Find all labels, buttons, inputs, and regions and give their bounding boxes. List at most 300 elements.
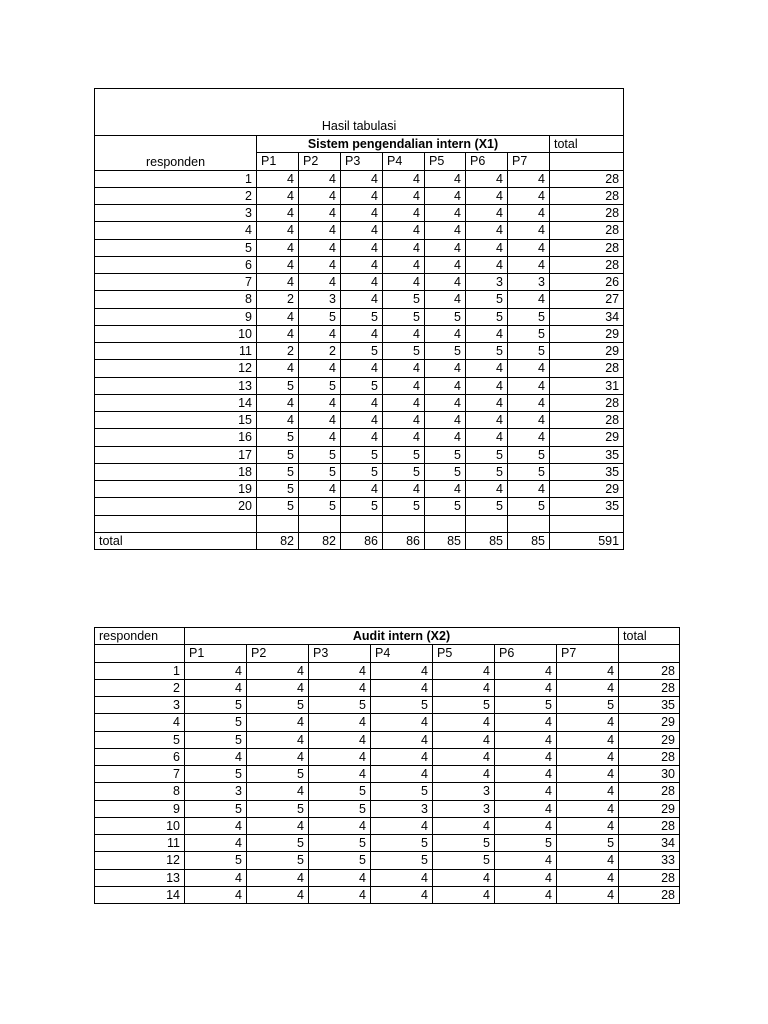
empty-cell — [550, 153, 624, 170]
row-total: 28 — [550, 222, 624, 239]
respondent-id: 3 — [95, 205, 257, 222]
respondent-id: 11 — [95, 835, 185, 852]
score-cell: 4 — [433, 817, 495, 834]
score-cell: 4 — [495, 714, 557, 731]
score-cell: 4 — [433, 731, 495, 748]
respondent-id: 8 — [95, 783, 185, 800]
score-cell: 5 — [383, 308, 425, 325]
table-row — [95, 394, 624, 411]
score-cell: 4 — [257, 274, 299, 291]
score-cell: 5 — [247, 697, 309, 714]
empty-cell — [257, 515, 299, 532]
x2-tabulation-table — [94, 627, 680, 904]
respondent-header: responden — [95, 136, 257, 171]
score-cell: 5 — [299, 498, 341, 515]
score-cell: 4 — [557, 817, 619, 834]
column-header: P6 — [495, 645, 557, 662]
table-row — [95, 239, 624, 256]
score-cell: 4 — [299, 170, 341, 187]
respondent-id: 1 — [95, 170, 257, 187]
score-cell: 5 — [299, 446, 341, 463]
row-total: 35 — [550, 446, 624, 463]
score-cell: 4 — [495, 766, 557, 783]
table-row — [95, 731, 680, 748]
score-cell: 4 — [185, 662, 247, 679]
score-cell: 4 — [495, 662, 557, 679]
score-cell: 5 — [466, 291, 508, 308]
score-cell: 4 — [383, 394, 425, 411]
score-cell: 5 — [247, 800, 309, 817]
table-row — [95, 256, 624, 273]
score-cell: 5 — [495, 835, 557, 852]
score-cell: 5 — [341, 377, 383, 394]
score-cell: 4 — [257, 412, 299, 429]
score-cell: 4 — [508, 394, 550, 411]
score-cell: 3 — [185, 783, 247, 800]
score-cell: 5 — [299, 308, 341, 325]
respondent-id: 6 — [95, 256, 257, 273]
score-cell: 4 — [433, 714, 495, 731]
score-cell: 4 — [247, 731, 309, 748]
respondent-id: 14 — [95, 394, 257, 411]
score-cell: 4 — [371, 662, 433, 679]
score-cell: 2 — [299, 343, 341, 360]
score-cell: 3 — [433, 800, 495, 817]
table-row — [95, 498, 624, 515]
score-cell: 5 — [257, 463, 299, 480]
row-total: 28 — [619, 869, 680, 886]
score-cell: 5 — [383, 463, 425, 480]
respondent-id: 12 — [95, 360, 257, 377]
score-cell: 4 — [425, 481, 466, 498]
score-cell: 4 — [383, 222, 425, 239]
score-cell: 4 — [247, 869, 309, 886]
score-cell: 4 — [371, 869, 433, 886]
totals-row — [95, 532, 624, 549]
score-cell: 4 — [257, 170, 299, 187]
score-cell: 4 — [433, 766, 495, 783]
score-cell: 4 — [371, 817, 433, 834]
score-cell: 4 — [425, 187, 466, 204]
score-cell: 4 — [383, 187, 425, 204]
row-total: 26 — [550, 274, 624, 291]
score-cell: 5 — [341, 463, 383, 480]
score-cell: 4 — [425, 360, 466, 377]
row-total: 28 — [619, 886, 680, 903]
empty-cell — [466, 515, 508, 532]
score-cell: 5 — [466, 308, 508, 325]
score-cell: 4 — [247, 886, 309, 903]
score-cell: 4 — [508, 412, 550, 429]
score-cell: 5 — [495, 697, 557, 714]
respondent-id: 7 — [95, 766, 185, 783]
row-total: 27 — [550, 291, 624, 308]
row-total: 28 — [619, 662, 680, 679]
score-cell: 5 — [508, 446, 550, 463]
score-cell: 4 — [383, 429, 425, 446]
score-cell: 5 — [309, 852, 371, 869]
respondent-id: 10 — [95, 817, 185, 834]
table-row — [95, 412, 624, 429]
score-cell: 4 — [309, 817, 371, 834]
score-cell: 4 — [495, 817, 557, 834]
score-cell: 5 — [257, 446, 299, 463]
score-cell: 3 — [433, 783, 495, 800]
table-row — [95, 679, 680, 696]
score-cell: 4 — [257, 205, 299, 222]
score-cell: 5 — [466, 343, 508, 360]
score-cell: 4 — [508, 481, 550, 498]
score-cell: 5 — [185, 766, 247, 783]
score-cell: 4 — [257, 222, 299, 239]
empty-cell — [508, 515, 550, 532]
column-total: 86 — [383, 532, 425, 549]
caption-row — [95, 89, 624, 136]
score-cell: 5 — [257, 429, 299, 446]
row-total: 28 — [619, 679, 680, 696]
score-cell: 4 — [557, 800, 619, 817]
respondent-id: 9 — [95, 308, 257, 325]
score-cell: 4 — [371, 714, 433, 731]
respondent-header: responden — [95, 628, 185, 645]
respondent-id: 10 — [95, 325, 257, 342]
row-total: 28 — [550, 394, 624, 411]
score-cell: 5 — [557, 835, 619, 852]
score-cell: 4 — [383, 239, 425, 256]
score-cell: 4 — [299, 187, 341, 204]
score-cell: 5 — [257, 377, 299, 394]
respondent-id: 5 — [95, 239, 257, 256]
table-row — [95, 429, 624, 446]
column-total: 85 — [466, 532, 508, 549]
score-cell: 4 — [257, 187, 299, 204]
score-cell: 4 — [557, 714, 619, 731]
score-cell: 5 — [299, 463, 341, 480]
score-cell: 5 — [508, 498, 550, 515]
table-row — [95, 377, 624, 394]
score-cell: 4 — [495, 852, 557, 869]
score-cell: 5 — [425, 463, 466, 480]
score-cell: 4 — [185, 869, 247, 886]
score-cell: 4 — [299, 222, 341, 239]
respondent-id: 3 — [95, 697, 185, 714]
score-cell: 4 — [309, 869, 371, 886]
score-cell: 4 — [383, 325, 425, 342]
column-header: P4 — [383, 153, 425, 170]
score-cell: 4 — [257, 325, 299, 342]
score-cell: 4 — [508, 170, 550, 187]
score-cell: 4 — [508, 256, 550, 273]
score-cell: 5 — [185, 697, 247, 714]
score-cell: 5 — [309, 835, 371, 852]
score-cell: 4 — [341, 291, 383, 308]
score-cell: 4 — [425, 239, 466, 256]
score-cell: 4 — [299, 239, 341, 256]
score-cell: 4 — [185, 835, 247, 852]
column-header: P7 — [508, 153, 550, 170]
group-header-row — [95, 136, 624, 153]
score-cell: 4 — [495, 748, 557, 765]
score-cell: 4 — [508, 239, 550, 256]
score-cell: 4 — [508, 291, 550, 308]
column-header: P3 — [341, 153, 383, 170]
respondent-id: 14 — [95, 886, 185, 903]
score-cell: 4 — [341, 481, 383, 498]
score-cell: 5 — [299, 377, 341, 394]
score-cell: 5 — [508, 463, 550, 480]
score-cell: 3 — [299, 291, 341, 308]
score-cell: 4 — [383, 360, 425, 377]
score-cell: 4 — [433, 748, 495, 765]
score-cell: 5 — [508, 325, 550, 342]
row-total: 28 — [619, 783, 680, 800]
table-row — [95, 481, 624, 498]
row-total: 33 — [619, 852, 680, 869]
score-cell: 5 — [371, 852, 433, 869]
score-cell: 4 — [371, 679, 433, 696]
score-cell: 4 — [257, 239, 299, 256]
score-cell: 5 — [425, 308, 466, 325]
score-cell: 4 — [309, 679, 371, 696]
table-row — [95, 360, 624, 377]
table-row — [95, 187, 624, 204]
column-header: P1 — [257, 153, 299, 170]
score-cell: 4 — [247, 679, 309, 696]
score-cell: 4 — [557, 748, 619, 765]
column-header: P4 — [371, 645, 433, 662]
score-cell: 4 — [383, 256, 425, 273]
score-cell: 4 — [371, 766, 433, 783]
row-total: 34 — [619, 835, 680, 852]
score-cell: 4 — [185, 886, 247, 903]
table-row — [95, 869, 680, 886]
row-total: 34 — [550, 308, 624, 325]
score-cell: 4 — [247, 662, 309, 679]
respondent-id: 2 — [95, 679, 185, 696]
score-cell: 5 — [341, 446, 383, 463]
respondent-id: 15 — [95, 412, 257, 429]
table-row — [95, 852, 680, 869]
table-row — [95, 662, 680, 679]
score-cell: 5 — [508, 308, 550, 325]
totals-label: total — [95, 532, 257, 549]
score-cell: 5 — [247, 835, 309, 852]
row-total: 30 — [619, 766, 680, 783]
score-cell: 4 — [371, 886, 433, 903]
row-total: 28 — [550, 205, 624, 222]
score-cell: 4 — [508, 205, 550, 222]
score-cell: 4 — [247, 748, 309, 765]
score-cell: 4 — [341, 274, 383, 291]
score-cell: 4 — [557, 869, 619, 886]
score-cell: 4 — [341, 360, 383, 377]
respondent-id: 4 — [95, 714, 185, 731]
respondent-id: 8 — [95, 291, 257, 308]
score-cell: 4 — [425, 325, 466, 342]
score-cell: 4 — [309, 886, 371, 903]
score-cell: 5 — [341, 343, 383, 360]
column-total: 82 — [299, 532, 341, 549]
score-cell: 4 — [299, 412, 341, 429]
empty-cell — [299, 515, 341, 532]
respondent-id: 2 — [95, 187, 257, 204]
table-row — [95, 170, 624, 187]
score-cell: 4 — [341, 170, 383, 187]
score-cell: 4 — [495, 783, 557, 800]
row-total: 28 — [550, 170, 624, 187]
score-cell: 4 — [341, 325, 383, 342]
score-cell: 4 — [341, 239, 383, 256]
table-row — [95, 343, 624, 360]
score-cell: 4 — [495, 869, 557, 886]
score-cell: 2 — [257, 343, 299, 360]
row-total: 28 — [550, 239, 624, 256]
respondent-id: 17 — [95, 446, 257, 463]
score-cell: 4 — [466, 394, 508, 411]
table-caption: Hasil tabulasi — [95, 89, 624, 136]
score-cell: 4 — [185, 748, 247, 765]
score-cell: 5 — [341, 498, 383, 515]
score-cell: 4 — [466, 360, 508, 377]
score-cell: 4 — [371, 731, 433, 748]
score-cell: 4 — [341, 222, 383, 239]
column-header: P5 — [425, 153, 466, 170]
column-total: 85 — [508, 532, 550, 549]
empty-cell — [425, 515, 466, 532]
column-total: 86 — [341, 532, 383, 549]
row-total: 35 — [550, 498, 624, 515]
score-cell: 4 — [425, 412, 466, 429]
score-cell: 5 — [383, 446, 425, 463]
score-cell: 4 — [299, 205, 341, 222]
score-cell: 4 — [557, 662, 619, 679]
score-cell: 4 — [425, 205, 466, 222]
score-cell: 4 — [309, 766, 371, 783]
row-total: 35 — [619, 697, 680, 714]
score-cell: 4 — [383, 274, 425, 291]
score-cell: 4 — [257, 394, 299, 411]
grand-total: 591 — [550, 532, 624, 549]
score-cell: 5 — [425, 343, 466, 360]
score-cell: 4 — [495, 886, 557, 903]
score-cell: 4 — [299, 325, 341, 342]
column-total: 85 — [425, 532, 466, 549]
empty-cell — [619, 645, 680, 662]
respondent-id: 11 — [95, 343, 257, 360]
score-cell: 4 — [341, 187, 383, 204]
group-header: Sistem pengendalian intern (X1) — [257, 136, 550, 153]
column-header: P1 — [185, 645, 247, 662]
column-header: P2 — [299, 153, 341, 170]
respondent-id: 18 — [95, 463, 257, 480]
score-cell: 4 — [341, 394, 383, 411]
score-cell: 4 — [495, 731, 557, 748]
score-cell: 4 — [466, 187, 508, 204]
score-cell: 4 — [299, 429, 341, 446]
row-total: 29 — [550, 343, 624, 360]
table-row — [95, 886, 680, 903]
score-cell: 4 — [299, 360, 341, 377]
table-row — [95, 817, 680, 834]
respondent-id: 5 — [95, 731, 185, 748]
score-cell: 4 — [557, 679, 619, 696]
score-cell: 4 — [466, 256, 508, 273]
total-header: total — [550, 136, 624, 153]
row-total: 28 — [619, 817, 680, 834]
score-cell: 5 — [309, 800, 371, 817]
score-cell: 4 — [309, 662, 371, 679]
table-row — [95, 291, 624, 308]
row-total: 28 — [550, 360, 624, 377]
score-cell: 4 — [508, 377, 550, 394]
respondent-id: 4 — [95, 222, 257, 239]
respondent-id: 7 — [95, 274, 257, 291]
table-row — [95, 835, 680, 852]
table-row — [95, 205, 624, 222]
respondent-id: 20 — [95, 498, 257, 515]
column-header: P5 — [433, 645, 495, 662]
table-row — [95, 714, 680, 731]
score-cell: 4 — [433, 886, 495, 903]
score-cell: 4 — [425, 170, 466, 187]
row-total: 29 — [550, 429, 624, 446]
score-cell: 5 — [383, 498, 425, 515]
score-cell: 4 — [247, 817, 309, 834]
score-cell: 4 — [508, 222, 550, 239]
column-header-row — [95, 645, 680, 662]
score-cell: 4 — [299, 481, 341, 498]
total-header: total — [619, 628, 680, 645]
score-cell: 4 — [425, 222, 466, 239]
respondent-id: 19 — [95, 481, 257, 498]
score-cell: 5 — [185, 714, 247, 731]
respondent-id: 13 — [95, 377, 257, 394]
score-cell: 4 — [466, 412, 508, 429]
score-cell: 4 — [557, 731, 619, 748]
score-cell: 4 — [466, 481, 508, 498]
score-cell: 4 — [341, 412, 383, 429]
table-row — [95, 748, 680, 765]
score-cell: 5 — [247, 766, 309, 783]
score-cell: 5 — [371, 783, 433, 800]
score-cell: 5 — [257, 481, 299, 498]
score-cell: 4 — [557, 886, 619, 903]
column-header: P3 — [309, 645, 371, 662]
score-cell: 4 — [557, 852, 619, 869]
score-cell: 5 — [466, 498, 508, 515]
score-cell: 4 — [495, 800, 557, 817]
column-header: P7 — [557, 645, 619, 662]
row-total: 31 — [550, 377, 624, 394]
respondent-id: 9 — [95, 800, 185, 817]
score-cell: 5 — [371, 697, 433, 714]
respondent-id: 12 — [95, 852, 185, 869]
score-cell: 3 — [508, 274, 550, 291]
row-total: 29 — [619, 800, 680, 817]
score-cell: 4 — [341, 205, 383, 222]
score-cell: 4 — [299, 394, 341, 411]
score-cell: 5 — [433, 835, 495, 852]
table-row — [95, 783, 680, 800]
score-cell: 5 — [185, 731, 247, 748]
row-total: 29 — [619, 714, 680, 731]
respondent-id: 16 — [95, 429, 257, 446]
empty-cell — [95, 515, 257, 532]
score-cell: 4 — [466, 205, 508, 222]
score-cell: 4 — [299, 256, 341, 273]
score-cell: 4 — [383, 412, 425, 429]
score-cell: 5 — [466, 463, 508, 480]
